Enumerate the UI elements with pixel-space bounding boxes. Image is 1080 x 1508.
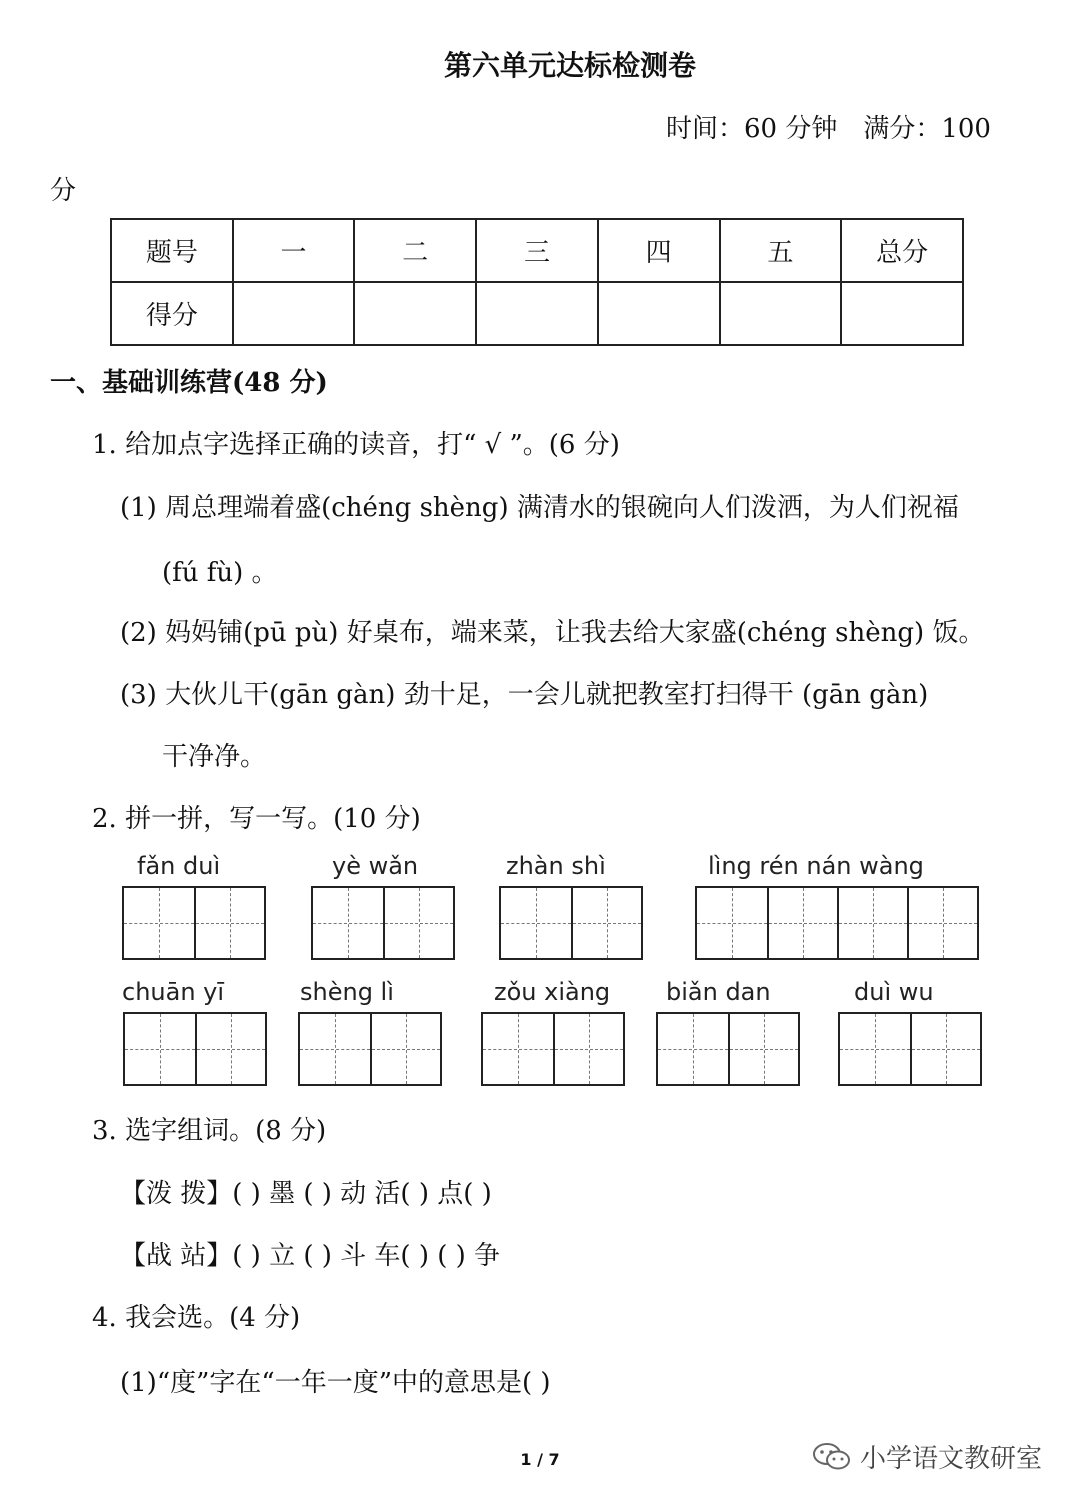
pinyin-label: shèng lì: [300, 978, 394, 1006]
writing-cell[interactable]: [313, 888, 383, 958]
writing-grid[interactable]: [499, 886, 643, 960]
time-and-score-info: 时间：60 分钟 满分：100: [666, 114, 991, 144]
question-2-prompt: 2. 拼一拼，写一写。(10 分): [92, 804, 421, 834]
time-and-score-info-wrap: 分: [50, 176, 77, 206]
question-1-prompt: 1. 给加点字选择正确的读音，打“ √ ”。(6 分): [92, 430, 620, 460]
writing-grid[interactable]: [122, 886, 266, 960]
question-3-line-2: 【战 站】( ) 立 ( ) 斗 车( ) ( ) 争: [120, 1241, 501, 1271]
writing-grid[interactable]: [695, 886, 979, 960]
score-table-header-cell: 题号: [111, 219, 233, 282]
pinyin-label: fǎn duì: [137, 852, 221, 880]
score-table: [110, 218, 964, 346]
question-4-prompt: 4. 我会选。(4 分): [92, 1303, 301, 1333]
question-4-item-1: (1)“度”字在“一年一度”中的意思是( ): [120, 1368, 551, 1398]
writing-cell[interactable]: [697, 888, 767, 958]
writing-cell[interactable]: [910, 1014, 980, 1084]
writing-cell[interactable]: [501, 888, 571, 958]
score-cell[interactable]: [354, 282, 476, 345]
writing-cell[interactable]: [907, 888, 977, 958]
score-table-score-row: [111, 282, 963, 345]
writing-cell[interactable]: [300, 1014, 370, 1084]
score-cell[interactable]: [841, 282, 963, 345]
page-title: 第六单元达标检测卷: [443, 49, 696, 82]
writing-grid[interactable]: [311, 886, 455, 960]
score-cell[interactable]: [476, 282, 598, 345]
pinyin-label: zǒu xiàng: [494, 978, 611, 1006]
writing-cell[interactable]: [658, 1014, 728, 1084]
score-table-header-row: [111, 219, 963, 282]
page-number: 1 / 7: [520, 1450, 560, 1469]
question-1-item-1: (1) 周总理端着盛(chéng shèng) 满清水的银碗向人们泼洒，为人们祝福: [120, 493, 959, 523]
writing-grid[interactable]: [123, 1012, 267, 1086]
question-3-prompt: 3. 选字组词。(8 分): [92, 1116, 327, 1146]
pinyin-label: duì wu: [854, 978, 934, 1006]
writing-cell[interactable]: [370, 1014, 440, 1084]
pinyin-label: lìng rén nán wàng: [708, 852, 924, 880]
writing-cell[interactable]: [125, 1014, 195, 1084]
writing-cell[interactable]: [837, 888, 907, 958]
writing-cell[interactable]: [767, 888, 837, 958]
score-table-header-cell: 一: [233, 219, 355, 282]
question-1-item-3-cont: 干净净。: [162, 742, 267, 772]
question-1-item-3: (3) 大伙儿干(gān gàn) 劲十足，一会儿就把教室打扫得干 (gān gàn): [120, 680, 929, 710]
writing-grid[interactable]: [838, 1012, 982, 1086]
writing-cell[interactable]: [124, 888, 194, 958]
wechat-icon: [812, 1441, 852, 1473]
question-1-item-1-cont: (fú fù) 。: [162, 558, 278, 588]
score-table-header-cell: 三: [476, 219, 598, 282]
writing-grid[interactable]: [656, 1012, 800, 1086]
writing-cell[interactable]: [194, 888, 264, 958]
writing-cell[interactable]: [553, 1014, 623, 1084]
writing-cell[interactable]: [571, 888, 641, 958]
score-table-header-cell: 二: [354, 219, 476, 282]
score-cell[interactable]: [720, 282, 842, 345]
writing-cell[interactable]: [195, 1014, 265, 1084]
watermark: [812, 1438, 1042, 1475]
writing-cell[interactable]: [483, 1014, 553, 1084]
score-table-header-cell: 总分: [841, 219, 963, 282]
pinyin-label: zhàn shì: [506, 852, 606, 880]
pinyin-label: yè wǎn: [332, 852, 419, 880]
question-1-item-2: (2) 妈妈铺(pū pù) 好桌布，端来菜，让我去给大家盛(chéng shèng) 饭。: [120, 618, 985, 648]
writing-cell[interactable]: [840, 1014, 910, 1084]
score-table-header-cell: 五: [720, 219, 842, 282]
pinyin-label: chuān yī: [122, 978, 225, 1006]
writing-grid[interactable]: [298, 1012, 442, 1086]
score-table-header-cell: 四: [598, 219, 720, 282]
score-table-row-label: 得分: [111, 282, 233, 345]
score-cell[interactable]: [233, 282, 355, 345]
pinyin-label: biǎn dan: [666, 978, 771, 1006]
question-3-line-1: 【泼 拨】( ) 墨 ( ) 动 活( ) 点( ): [120, 1179, 492, 1209]
score-cell[interactable]: [598, 282, 720, 345]
writing-cell[interactable]: [383, 888, 453, 958]
watermark-text: 小学语文教研室: [860, 1444, 1043, 1474]
section-heading: 一、基础训练营(48 分): [50, 368, 328, 398]
writing-grid[interactable]: [481, 1012, 625, 1086]
writing-cell[interactable]: [728, 1014, 798, 1084]
